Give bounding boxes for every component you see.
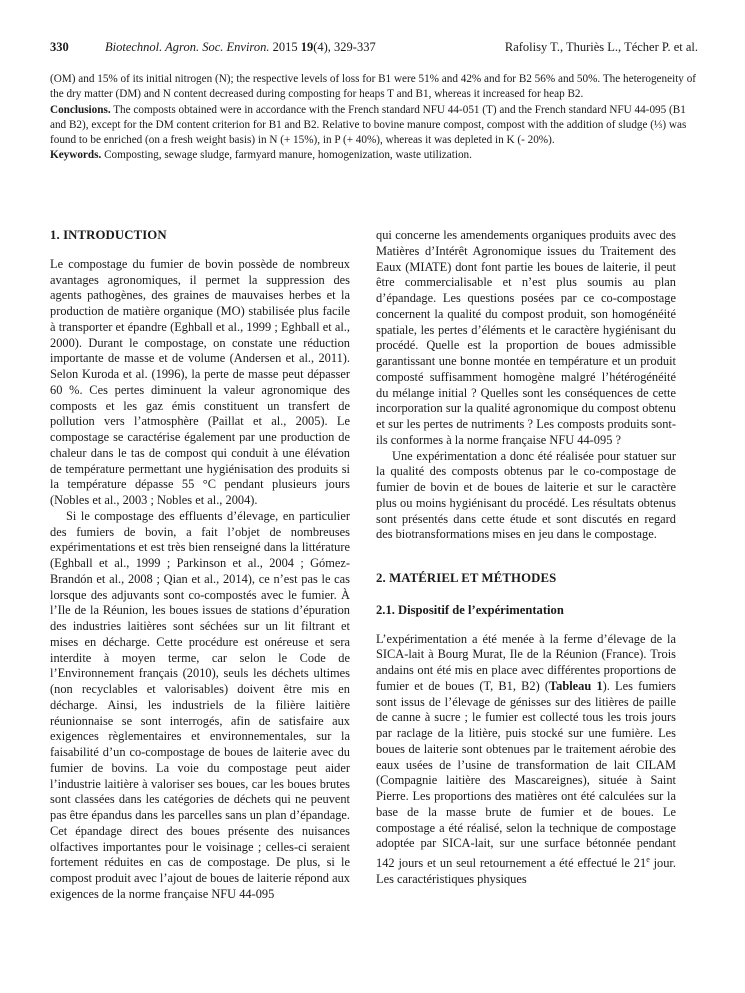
table-reference[interactable]: Tableau 1 — [549, 678, 603, 693]
methods-heading: 2. MATÉRIEL ET MÉTHODES — [376, 571, 557, 585]
right-column — [376, 228, 676, 888]
subsection-heading: 2.1. Dispositif de l’expérimentation — [376, 602, 564, 617]
superscript-e: e — [646, 855, 650, 864]
journal-year: 2015 — [269, 40, 301, 54]
running-header — [50, 40, 698, 58]
intro-paragraph-1: Le compostage du fumier de bovin possède de nombreux avantages agronomiques, il permet la suppression des agents pathogènes, des graines de mauvaises herbes et la production de matière organique (MO) stabilisée plus facile à transporter et épandre (Eghball et al., 1999 ; Eghball et al., 2000). Durant le compostage, on constate une réduction importante de masse et de volume (Andersen et al., 2011). Selon Kuroda et al. (1996), la perte de masse peut dépasser 60 %. Ces pertes diminuent la valeur agronomique des composts et les gaz émis constituent un transfert de pollution vers l’atmosphère (Paillat et al., 2005). Le compostage se caractérise également par une production de chaleur dans le tas de compost qui conduit à une élévation de température permettant une hygiénisation des produits si la température dépasse 55 °C pendant plusieurs jours (Nobles et al., 2003 ; Nobles et al., 2004). — [50, 256, 350, 507]
abstract-conclusions — [50, 103, 698, 149]
conclusions-label: Conclusions. — [50, 103, 111, 116]
intro-heading: 1. INTRODUCTION — [50, 228, 167, 242]
abstract-keywords — [50, 148, 698, 163]
methods-paragraph-1 — [376, 632, 676, 888]
keywords-label: Keywords. — [50, 149, 102, 162]
keywords-text: Composting, sewage sludge, farmyard manure, homogenization, waste utilization. — [101, 149, 472, 162]
methods-text-b: ). Les fumiers sont issus de l’élevage de génisses sur des litières de paille de canne à sucre ; le fumier est collecté tous les trois jours par raclage de la litière, puis stocké sur une fumière. Les boues de laiterie sont obtenues par le traitement aérobie des eaux usées de l’usine de transformation de lait CILAM (Compagnie laitière des Mascareignes), située à Saint Pierre. Les proportions des matières ont été calculées sur la base de la masse brute de fumier et de boues. Le compostage a été réalisé, selon la technique de compostage adoptée par SICA-lait, sur une surface bétonnée pendant 142 jours et un seul retournement a été effectué le 21 — [376, 678, 676, 871]
journal-volume: 19 — [300, 40, 314, 54]
intro-paragraph-4: Une expérimentation a donc été réalisée pour statuer sur la qualité des composts obtenus par le co-compostage de fumier de bovin et de boues de laiterie et sur le caractère plus ou moins hygiénisant du procédé. Les résultats obtenus sont présentés dans cette étude et sont discutés en regard des biotransformations mises en jeu dans le compostage. — [376, 448, 676, 542]
abstract — [50, 72, 698, 164]
journal-pages: (4), 329-337 — [313, 40, 376, 54]
running-authors: Rafolisy T., Thuriès L., Técher P. et al. — [504, 40, 698, 54]
journal-citation — [105, 40, 376, 55]
abstract-results: (OM) and 15% of its initial nitrogen (N); the respective levels of loss for B1 were 51% and 42% and for B2 56% and 50%. The heterogeneity of the dry matter (DM) and N content decreased during composting for heaps T and B1, whereas it increased for heap B2. — [50, 73, 697, 101]
intro-paragraph-2: Si le compostage des effluents d’élevage, en particulier des fumiers de bovin, a fait l’objet de nombreuses expérimentations et est très bien renseigné dans la littérature (Eghball et al., 1999 ; Parkinson et al., 2004 ; Gómez-Brandón et al., 2008 ; Qian et al., 2014), ce n’est pas le cas lorsque des adjuvants sont co-compostés avec le fumier. À l’Ile de la Réunion, les boues issues de stations d’épuration des industries laitières sont séchées sur un lit filtrant et mises en décharge. Cette procédure est onéreuse et sera interdite à moyen terme, car selon le Code de l’Environnement français (2010), seuls les déchets ultimes (non recyclables et valorisables) doivent être mis en décharge. Ainsi, les industriels de la filière laitière réunionnaise se sont interrogés, afin de satisfaire aux exigences règlementaires et environnementales, sur la faisabilité d’un co-compostage de boues de laiterie avec du fumier de bovins. La voie du compostage peut aider l’industrie laitière à valoriser ses boues, car les boues brutes sont classées dans les catégories de déchets qui ne peuvent pas être épandus dans les parcelles sans un plan d’épandage. Cet épandage direct des boues présente des nuisances olfactives importantes pour le voisinage ; celles-ci seraient fortement réduites en cas de compostage. De plus, si le compost produit avec l’ajout de boues de laiterie répond aux exigences de la norme française NFU 44-095 — [50, 508, 350, 901]
methods-text-c: jour. Les caractéristiques physiques — [376, 856, 676, 886]
page — [50, 40, 698, 901]
journal-name: Biotechnol. Agron. Soc. Environ. — [105, 40, 270, 54]
intro-paragraph-3: qui concerne les amendements organiques produits avec des Matières d’Intérêt Agronomique issues du Traitement des Eaux (MIATE) dont font partie les boues de laiterie, il peut être commercialisable et n’est plus soumis au plan d’épandage. Les questions posées par ce co-compostage concernent la qualité du compost produit, son homogénéité spatiale, les pertes d’éléments et le caractère hygiénisant du procédé. Quelle est la proportion de boues admissible garantissant une bonne montée en température et un produit composté suffisamment homogène malgré l’hétérogénéité du mélange initial ? Quelles sont les conséquences de cette incorporation sur la qualité agronomique du compost obtenu et sur les pertes de nutriments ? Les composts produits sont-ils conformes à la norme française NFU 44-095 ? — [376, 228, 676, 447]
left-column — [50, 228, 350, 903]
page-number: 330 — [50, 40, 69, 54]
methods-text-a: L’expérimentation a été menée à la ferme d’élevage de la SICA-lait à Bourg Murat, Ile de la Réunion (France). Trois andains ont été mis en place avec différentes proportions de fumier et de boues (T, B1, B2) ( — [376, 631, 676, 693]
conclusions-text: The composts obtained were in accordance with the French standard NFU 44-051 (T) and the French standard NFU 44-095 (B1 and B2), except for the DM content criterion for B1 and B2. Relative to bovine manure compost, compost with the addition of sludge (⅓) was found to be enriched (on a fresh weight basis) in N (+ 15%), in P (+ 40%), whereas it was depleted in K (- 20%). — [50, 103, 687, 147]
